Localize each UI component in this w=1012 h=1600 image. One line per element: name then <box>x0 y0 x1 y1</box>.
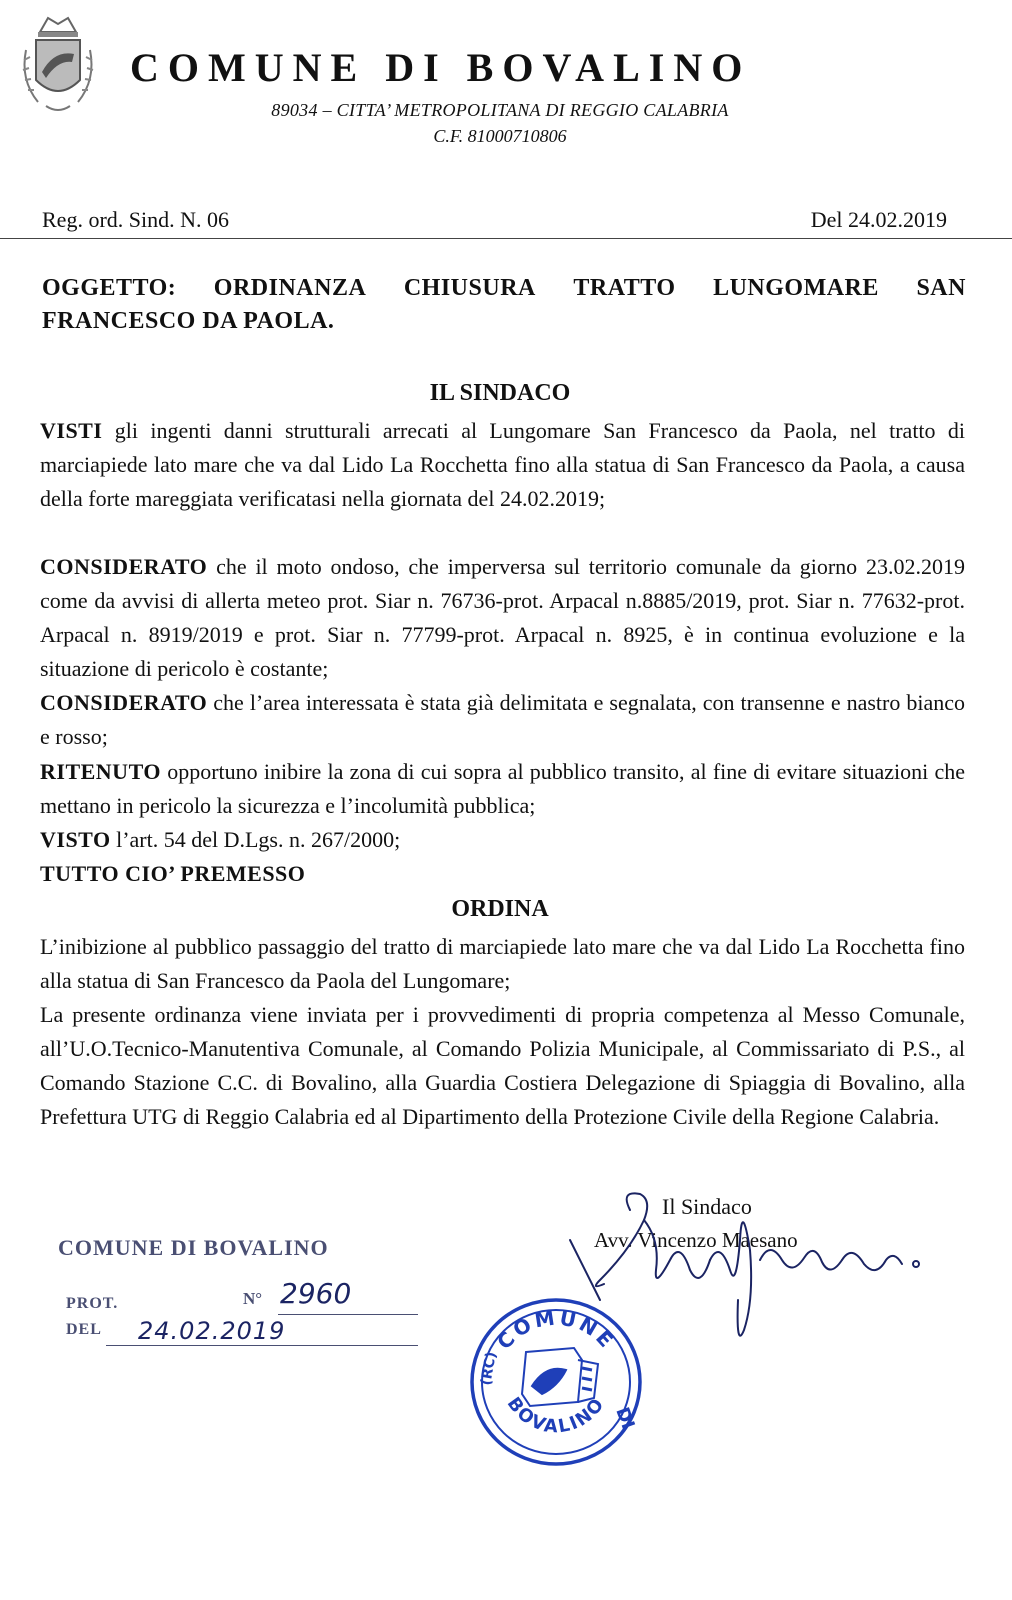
seal-top-text: COMUNE <box>492 1305 620 1355</box>
premise-lead: VISTI <box>40 418 103 443</box>
tax-code: C.F. 81000710806 <box>433 126 567 146</box>
premise-lead: RITENUTO <box>40 759 161 784</box>
order-distribution: La presente ordinanza viene inviata per i provvedimenti di propria competenza al Messo Comunale, all’U.O.Tecnico-Manutentiva Comunale, al Comando Polizia Municipale, al Commissariato di P.S., al Comando Stazione C.C. di Bovalino, alla Guardia Costiera Delegazione di Spiaggia di Bovalino, alla Prefettura UTG di Reggio Calabria ed al Dipartimento della Protezione Civile della Regione Calabria. <box>40 1002 965 1129</box>
protocol-number-label: N° <box>243 1289 263 1308</box>
premise-visti <box>40 414 965 516</box>
subject-word: TRATTO <box>573 275 676 301</box>
protocol-date: 24.02.2019 <box>138 1317 286 1345</box>
municipal-seal-icon <box>466 1290 646 1470</box>
registration-line <box>42 207 947 233</box>
subject-word: SAN <box>916 275 966 301</box>
ordina-heading: ORDINA <box>451 896 549 922</box>
subject-line-2: FRANCESCO DA PAOLA. <box>42 308 335 334</box>
premise-lead: TUTTO CIO’ PREMESSO <box>40 861 306 886</box>
municipality-title: COMUNE DI BOVALINO <box>130 45 752 90</box>
subject-word: OGGETTO: <box>42 275 177 301</box>
premise-ritenuto <box>40 755 965 823</box>
subject-word: CHIUSURA <box>403 275 536 301</box>
protocol-number-underline <box>278 1314 418 1315</box>
protocol-date-underline <box>106 1345 418 1346</box>
seal-bottom-text: BOVALINO <box>502 1393 610 1438</box>
protocol-stamp <box>58 1225 378 1355</box>
premise-text: opportuno inibire la zona di cui sopra al pubblico transito, al fine di evitare situazioni che mettano in pericolo la sicurezza e l’incolumità pubblica; <box>40 759 965 818</box>
seal-left-text: (RC) <box>478 1350 500 1387</box>
registration-number: Reg. ord. Sind. N. 06 <box>42 207 229 232</box>
protocol-number: 2960 <box>280 1277 352 1310</box>
premise-text: che l’area interessata è stata già delimitata e segnalata, con transenne e nastro bianco e rosso; <box>40 690 965 749</box>
protocol-stamp-title: COMUNE DI BOVALINO <box>58 1235 329 1260</box>
subject-word: LUNGOMARE <box>713 275 879 301</box>
seal-right-text: DI <box>611 1404 639 1433</box>
premise-considerato-2 <box>40 686 965 754</box>
premise-text: gli ingenti danni strutturali arrecati al Lungomare San Francesco da Paola, nel tratto di marciapiede lato mare che va dal Lido La Rocchetta fino alla statua di San Francesco da Paola, a causa della forte mareggiata verificatasi nella giornata del 24.02.2019; <box>40 418 965 511</box>
subject-heading <box>42 272 966 338</box>
premise-lead: CONSIDERATO <box>40 690 208 715</box>
premise-considerato-1 <box>40 550 965 686</box>
subject-word: ORDINANZA <box>213 275 367 301</box>
header-divider <box>0 238 1012 239</box>
municipality-address: 89034 – CITTA’ METROPOLITANA DI REGGIO CALABRIA <box>271 100 729 120</box>
subject-line-1 <box>42 272 966 305</box>
order-inhibition: L’inibizione al pubblico passaggio del tratto di marciapiede lato mare che va dal Lido La Rocchetta fino alla statua di San Francesco da Paola del Lungomare; <box>40 934 965 993</box>
premise-visto <box>40 823 965 857</box>
registration-date: Del 24.02.2019 <box>810 207 947 232</box>
premise-text: che il moto ondoso, che imperversa sul territorio comunale da giorno 23.02.2019 come da avvisi di allerta meteo prot. Siar n. 76736-prot. Arpacal n.8885/2019, prot. Siar n. 77632-prot. Arpacal n. 8919/2019 e prot. Siar n. 77799-prot. Arpacal n. 8925, è in continua evoluzione e la situazione di pericolo è costante; <box>40 554 965 681</box>
signatory-role: Il Sindaco <box>662 1194 752 1219</box>
municipal-crest-icon <box>18 10 98 120</box>
premise-lead: VISTO <box>40 827 111 852</box>
signatory-name: Avv. Vincenzo Maesano <box>594 1228 798 1252</box>
svg-text:BOVALINO <box>503 1393 610 1437</box>
premise-text: l’art. 54 del D.Lgs. n. 267/2000; <box>110 827 401 852</box>
il-sindaco-heading: IL SINDACO <box>429 380 571 406</box>
premise-lead: CONSIDERATO <box>40 554 208 579</box>
protocol-prot-label: PROT. <box>66 1295 119 1312</box>
premise-tutto-cio <box>40 857 965 891</box>
protocol-del-label: DEL <box>66 1321 102 1338</box>
